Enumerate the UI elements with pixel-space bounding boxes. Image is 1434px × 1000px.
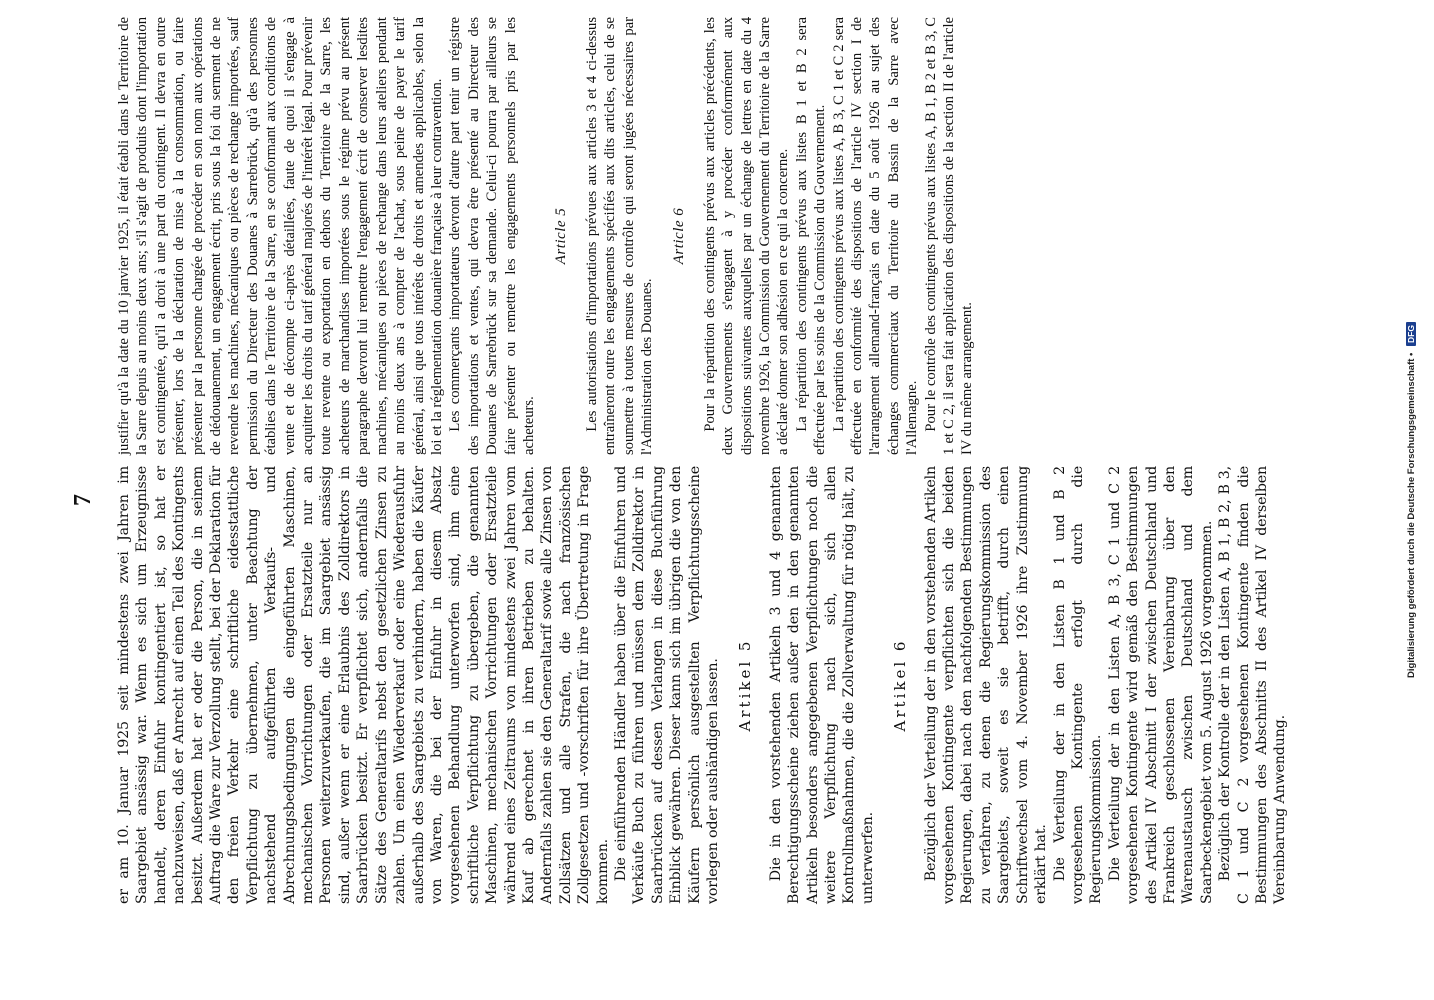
- german-text-column: [115, 466, 1290, 904]
- german-paragraph: Die in den vorstehenden Artikeln 3 und 4 genannten Berechtigungsscheine ziehen außer den in den genannten Artikeln besonders angegebenen Verpflichtungen noch die weitere Verpflichtung nach sich, sich allen Kontrollmaßnahmen, die die Zollverwaltung für nötig hält, zu unterwerfen.: [767, 466, 876, 904]
- french-paragraph: Pour le contrôle des contingents prévus aux listes A, B 1, B 2 et B 3, C 1 et C 2, il sera fait application des dispositions de la section II de l'article IV du même arrangement.: [922, 17, 976, 455]
- french-text-column: [115, 17, 977, 455]
- french-paragraph: justifier qu'à la date du 10 janvier 1925, il était établi dans le Territoire de la Sarre depuis au moins deux ans; s'il s'agit de produits dont l'importation est contingentée, qu'il a droit à une part du contingent. Il devra en outre présenter, lors de la déclaration de mise à la consommation, ou faire présenter par la personne chargée de procéder en son nom aux opérations de dédouanement, un engagement écrit, pris sous la foi du serment de ne revendre les machines, mécaniques ou pièces de rechange importées, sauf permission du Directeur des Douanes à Sarrebrück, qu'à des personnes établies dans le Territoire de la Sarre, en se conformant aux conditions de vente et de décompte ci-après détaillées, faute de quoi il s'engage à acquitter les droits du tarif général majorés de l'intérêt légal. Pour prévenir toute revente ou exportation en dehors du Territoire de la Sarre, les acheteurs de marchandises importées sous le régime prévu au présent paragraphe devront lui remettre l'engagement écrit de conserver lesdites machines, mécaniques ou pièces de rechange dans leurs ateliers pendant au moins deux ans à compter de l'achat, sous peine de payer le tarif général, ainsi que tous intérêts de droits et amendes applicables, selon la loi et la réglementation douanière française à leur contravention.: [116, 17, 445, 455]
- german-paragraph: Die einführenden Händler haben über die Einfuhren und Verkäufe Buch zu führen und müssen dem Zolldirektor in Saarbrücken auf dessen Verlangen in diese Buchführung Einblick gewähren. Dieser kann sich im übrigen die von den Käufern persönlich ausgestellten Verpflichtungsscheine vorlegen oder aushändigen lassen.: [612, 466, 721, 904]
- french-paragraph: Les autorisations d'importations prévues aux articles 3 et 4 ci-dessus entraîneront outre les engagements spécifiés aux dits articles, celui de se soumettre à toutes mesures de contrôle qui seront jugées nécessaires par l'Administration des Douanes.: [583, 17, 655, 455]
- german-paragraph: er am 10. Januar 1925 seit mindestens zwei Jahren im Saargebiet ansässig war. Wenn es sich um Erzeugnisse handelt, deren Einfuhr kontingentiert ist, so hat er nachzuweisen, daß er Anrecht auf einen Teil des Kontingents besitzt. Außerdem hat er oder die Person, die in seinem Auftrag die Ware zur Verzollung stellt, bei der Deklaration für den freien Verkehr eine schriftliche eidesstattliche Verpflichtung zu übernehmen, unter Beachtung der nachstehend aufgeführten Verkaufs- und Abrechnungsbedingungen die eingeführten Maschinen, mechanischen Vorrichtungen oder Ersatzteile nur an Personen weiterzuverkaufen, die im Saargebiet ansässig sind, außer wenn er eine Erlaubnis des Zolldirektors in Saarbrücken besitzt. Er verpflichtet sich, andernfalls die Sätze des Generaltarifs nebst den gesetzlichen Zinsen zu zahlen. Um einen Wiederverkauf oder eine Wiederausfuhr außerhalb des Saargebiets zu verhindern, haben die Käufer von Waren, die bei der Einfuhr in diesem Absatz vorgesehenen Behandlung unterworfen sind, ihm eine schriftliche Verpflichtung zu übergeben, die genannten Maschinen, mechanischen Vorrichtungen oder Ersatzteile während eines Zeitraums von mindestens zwei Jahren vom Kauf ab gerechnet in ihren Betrieben zu behalten. Andernfalls zahlen sie den Generaltarif sowie alle Zinsen von Zollsätzen und alle Strafen, die nach französischen Zollgesetzen und -vorschriften für ihre Übertretung in Frage kommen.: [116, 466, 611, 904]
- german-paragraph: Bezüglich der Kontrolle der in den Listen A, B 1, B 2, B 3, C 1 und C 2 vorgesehenen Kontingente finden die Bestimmungen des Abschnitts II des Artikel IV derselben Vereinbarung Anwendung.: [1217, 466, 1289, 904]
- german-paragraph: Die Verteilung der in den Listen B 1 und B 2 vorgesehenen Kontingente erfolgt durch die Regierungskommission.: [1051, 466, 1105, 904]
- digitization-credit: [1406, 0, 1417, 1000]
- french-paragraph: Les commerçants importateurs devront d'autre part tenir un régistre des importations et ventes, qui devra être présenté au Directeur des Douanes de Sarrebrück sur sa demande. Celui-ci pourra par ailleurs se faire présenter ou remettre les engagements personnels pris par les acheteurs.: [447, 17, 537, 455]
- french-paragraph: La répartition des contingents prévus aux listes B 1 et B 2 sera effectuée par les soins de la Commission du Gouvernement.: [793, 17, 829, 455]
- page-number: 7: [70, 494, 96, 506]
- dfg-logo: DFG: [1406, 322, 1416, 346]
- german-paragraph: Die Verteilung der in den Listen A, B 3, C 1 und C 2 vorgesehenen Kontingente wird gemäß den Bestimmungen des Artikel IV Abschnitt I der zwischen Deutschland und Frankreich geschlossenen Vereinbarung über den Warenaustausch zwischen Deutschland und dem Saarbeckengebiet vom 5. August 1926 vorgenommen.: [1106, 466, 1215, 904]
- german-article-heading: Artikel 5: [736, 638, 755, 732]
- french-paragraph: La répartition des contingents prévus aux listes A, B 3, C 1 et C 2 sera effectuée en conformité des dispositions de l'article IV section I de l'arrangement allemand-français en date du 5 août 1926 au sujet des échanges commerciaux du Territoire du Bassin de la Sarre avec l'Allemagne.: [830, 17, 921, 455]
- german-paragraph: Bezüglich der Verteilung der in den vorstehenden Artikeln vorgesehenen Kontingente verpflichten sich die beiden Regierungen, dabei nach den nachfolgenden Bestimmungen zu verfahren, zu denen die Regierungskommission des Saargebiets, soweit es sie betrifft, durch einen Schriftwechsel vom 4. November 1926 ihre Zustimmung erklärt hat.: [922, 466, 1050, 904]
- digitization-credit-text: Digitalisierung gefördert durch die Deutsche Forschungsgemeinschaft •: [1406, 352, 1417, 678]
- german-article-heading: Artikel 6: [891, 638, 910, 732]
- french-article-heading: Article 6: [671, 207, 688, 265]
- french-article-heading: Article 5: [553, 207, 570, 265]
- french-paragraph: Pour la répartition des contingents prévus aux articles précédents, les deux Gouvernements s'engagent à y procéder conformément aux dispositions suivantes auxquelles par un échange de lettres en date du 4 novembre 1926, la Commission du Gouvernement du Territoire de la Sarre a déclaré donner son adhésion en ce qui la concerne.: [701, 17, 792, 455]
